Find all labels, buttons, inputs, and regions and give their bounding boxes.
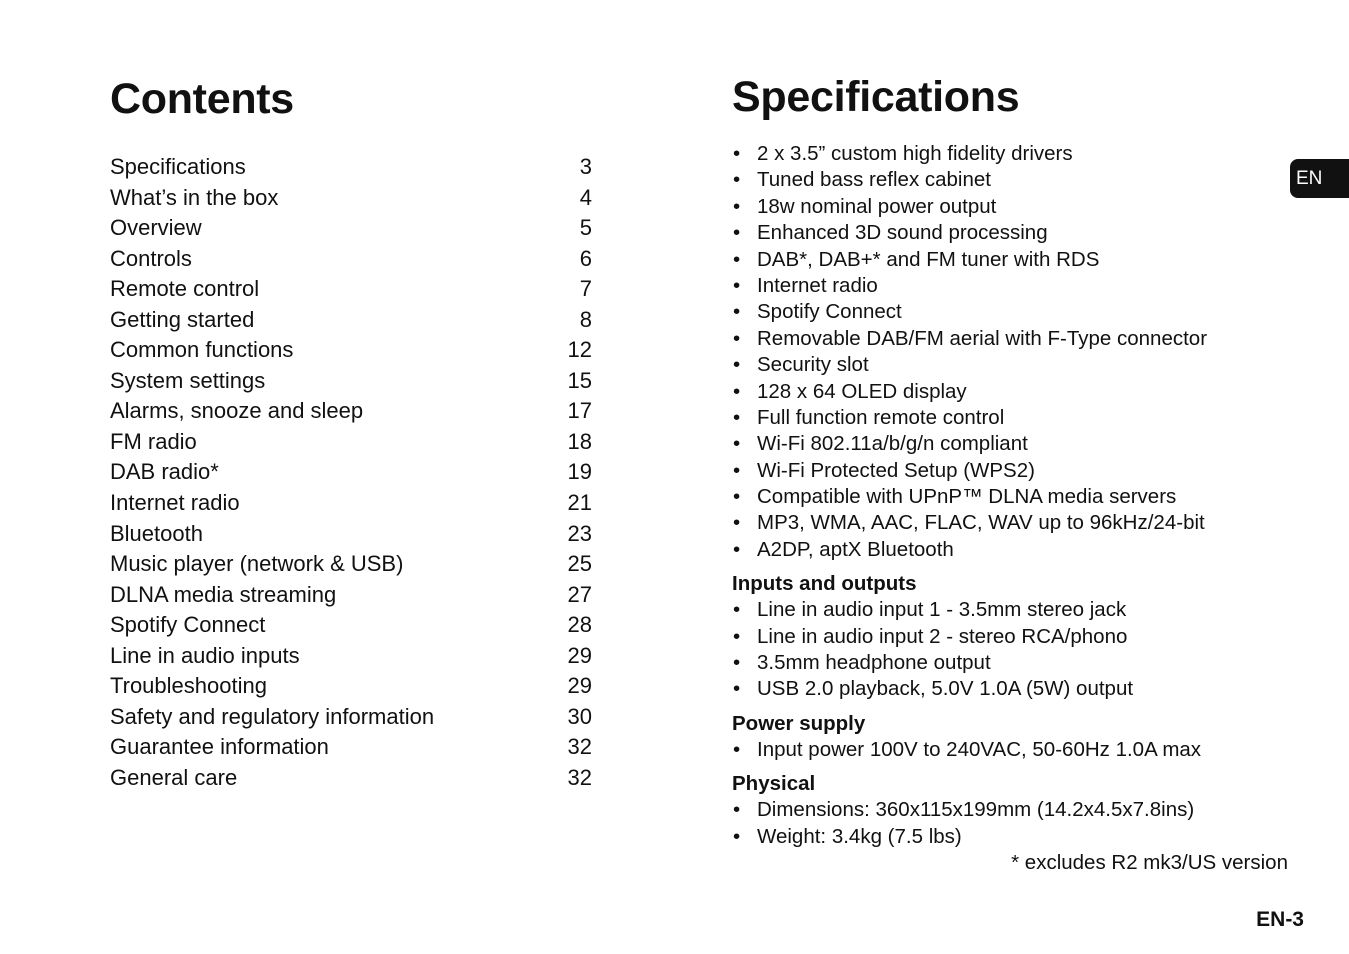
feature-item: • Enhanced 3D sound processing: [732, 220, 1292, 246]
toc-entry[interactable]: [110, 641, 592, 672]
toc-entry-page: 3: [579, 154, 592, 179]
language-tab: EN: [1290, 159, 1349, 198]
toc-entry[interactable]: [110, 671, 592, 702]
toc-entry-label: Bluetooth: [110, 520, 203, 546]
toc-entry[interactable]: [110, 244, 592, 275]
toc-entry-label: Alarms, snooze and sleep: [110, 398, 364, 424]
toc-entry-page: 28: [567, 612, 592, 638]
toc-entry[interactable]: [110, 213, 592, 244]
toc-entry[interactable]: [110, 702, 592, 733]
feature-item: • Internet radio: [732, 273, 1292, 299]
power-supply-heading: Power supply: [732, 711, 866, 735]
toc-entry-label: FM radio: [110, 428, 197, 454]
feature-list: [732, 141, 1292, 563]
feature-item: • Wi-Fi 802.11a/b/g/n compliant: [732, 431, 1292, 457]
toc-entry-page: 8: [579, 306, 592, 332]
toc-entry-label: Specifications: [110, 154, 246, 179]
toc-entry-label: Getting started: [110, 306, 255, 332]
toc-entry[interactable]: [110, 732, 592, 763]
feature-item: • Security slot: [732, 352, 1292, 378]
toc-entry-label: Overview: [110, 215, 202, 241]
toc-entry-page: 19: [567, 459, 592, 485]
inputs-outputs-item: • 3.5mm headphone output: [732, 650, 1292, 676]
feature-item: • Spotify Connect: [732, 299, 1292, 325]
toc-entry-page: 15: [567, 367, 592, 393]
toc-entry[interactable]: [110, 457, 592, 488]
toc-entry-page: 29: [567, 673, 592, 699]
toc-entry-page: 4: [579, 184, 592, 210]
inputs-outputs-item: • USB 2.0 playback, 5.0V 1.0A (5W) output: [732, 676, 1292, 702]
feature-item: • Full function remote control: [732, 405, 1292, 431]
toc-entry-page: 27: [567, 581, 592, 607]
toc-entry-page: 5: [579, 215, 592, 241]
toc-entry-label: Spotify Connect: [110, 612, 266, 638]
feature-item: • 128 x 64 OLED display: [732, 379, 1292, 405]
feature-item: • Tuned bass reflex cabinet: [732, 167, 1292, 193]
toc-entry-page: 23: [567, 520, 592, 546]
toc-entry[interactable]: [110, 549, 592, 580]
feature-item: • 18w nominal power output: [732, 194, 1292, 220]
inputs-outputs-heading: Inputs and outputs: [732, 572, 917, 596]
feature-item: • MP3, WMA, AAC, FLAC, WAV up to 96kHz/24-bit: [732, 510, 1292, 536]
table-of-contents: [110, 152, 592, 793]
toc-entry[interactable]: [110, 427, 592, 458]
toc-entry-label: Common functions: [110, 337, 294, 363]
toc-entry-page: 32: [567, 734, 592, 760]
toc-entry-label: Remote control: [110, 276, 260, 302]
toc-entry[interactable]: [110, 274, 592, 305]
toc-entry-page: 32: [567, 764, 592, 790]
toc-entry-page: 30: [567, 703, 592, 729]
toc-entry-page: 12: [567, 337, 592, 363]
toc-entry-label: DLNA media streaming: [110, 581, 337, 607]
toc-entry[interactable]: [110, 366, 592, 397]
toc-entry-page: 6: [579, 245, 592, 271]
toc-entry-label: Guarantee information: [110, 734, 329, 760]
toc-entry-page: 17: [567, 398, 592, 424]
toc-entry-label: Troubleshooting: [110, 673, 267, 699]
toc-entry-page: 21: [567, 490, 592, 516]
toc-entry-label: System settings: [110, 367, 266, 393]
page-number: EN-3: [1256, 908, 1304, 931]
power-supply-list: [732, 737, 1292, 763]
physical-heading: Physical: [732, 772, 816, 796]
toc-entry-page: 29: [567, 642, 592, 668]
feature-item: • Wi-Fi Protected Setup (WPS2): [732, 458, 1292, 484]
physical-item: • Weight: 3.4kg (7.5 lbs): [732, 824, 1292, 850]
toc-entry-label: Line in audio inputs: [110, 642, 300, 668]
toc-entry[interactable]: [110, 396, 592, 427]
toc-entry-page: 7: [579, 276, 592, 302]
toc-entry[interactable]: [110, 519, 592, 550]
specifications-title: Specifications: [732, 73, 1020, 121]
toc-entry-label: DAB radio*: [110, 459, 219, 485]
toc-entry[interactable]: [110, 305, 592, 336]
physical-item: • Dimensions: 360x115x199mm (14.2x4.5x7.8ins): [732, 797, 1292, 823]
contents-title: Contents: [110, 75, 294, 123]
toc-entry[interactable]: [110, 763, 592, 794]
toc-entry[interactable]: [110, 152, 592, 183]
physical-list: [732, 797, 1292, 850]
inputs-outputs-item: • Line in audio input 1 - 3.5mm stereo jack: [732, 597, 1292, 623]
feature-item: • 2 x 3.5” custom high fidelity drivers: [732, 141, 1292, 167]
toc-entry[interactable]: [110, 610, 592, 641]
feature-item: • A2DP, aptX Bluetooth: [732, 537, 1292, 563]
toc-entry-page: 25: [567, 551, 592, 577]
inputs-outputs-item: • Line in audio input 2 - stereo RCA/phono: [732, 624, 1292, 650]
toc-entry-label: What’s in the box: [110, 184, 279, 210]
feature-item: • Removable DAB/FM aerial with F-Type connector: [732, 326, 1292, 352]
toc-entry[interactable]: [110, 488, 592, 519]
toc-entry-label: Controls: [110, 245, 192, 271]
inputs-outputs-list: [732, 597, 1292, 703]
toc-entry-label: General care: [110, 764, 238, 790]
feature-item: • Compatible with UPnP™ DLNA media servers: [732, 484, 1292, 510]
toc-entry-label: Music player (network & USB): [110, 551, 404, 577]
toc-entry-label: Internet radio: [110, 490, 240, 516]
toc-entry[interactable]: [110, 183, 592, 214]
toc-entry-page: 18: [567, 428, 592, 454]
toc-entry[interactable]: [110, 580, 592, 611]
toc-entry-label: Safety and regulatory information: [110, 703, 435, 729]
footnote: * excludes R2 mk3/US version: [1011, 850, 1288, 874]
feature-item: • DAB*, DAB+* and FM tuner with RDS: [732, 247, 1292, 273]
specifications-section: [732, 141, 1292, 876]
power-supply-item: • Input power 100V to 240VAC, 50-60Hz 1.0A max: [732, 737, 1292, 763]
toc-entry[interactable]: [110, 335, 592, 366]
